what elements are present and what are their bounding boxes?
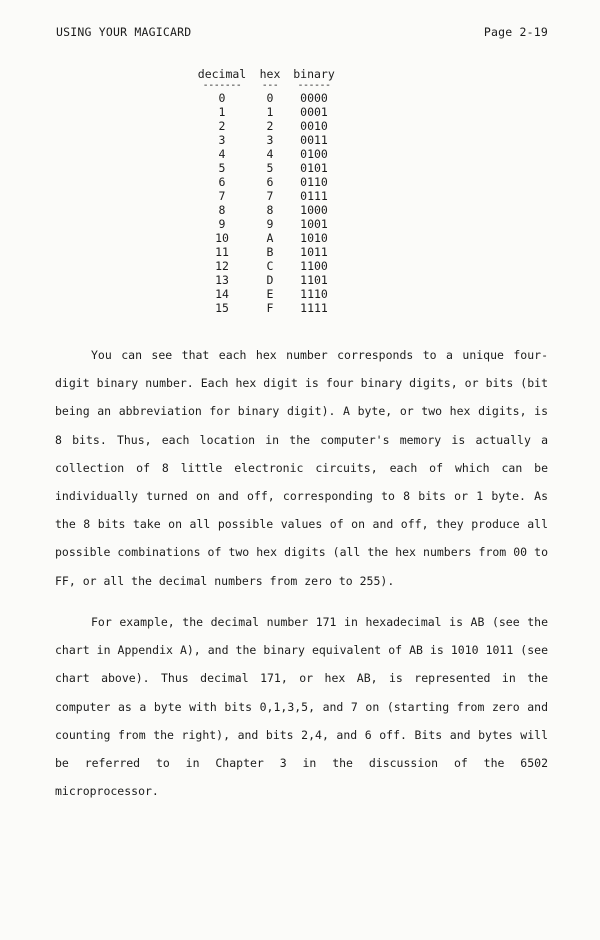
running-header-title: USING YOUR MAGICARD <box>56 25 192 39</box>
table-row <box>192 287 340 301</box>
paragraph-text: You can see that each hex number corresponds to a unique four-digit binary number. Each hex digit is four binary digits, or bits (bit being an abbreviation for binary digit). A byte, or two hex digits, is 8 bits. Thus, each location in the computer's memory is actually a collection of 8 little electronic circuits, each of which can be individually turned on and off, corresponding to 8 bits or 1 byte. As the 8 bits take on all possible values of on and off, they produce all possible combinations of two hex digits (all the hex numbers from 00 to FF, or all the decimal numbers from zero to 255). <box>55 348 548 588</box>
cell-binary: 1110 <box>300 287 328 301</box>
cell-binary: 1100 <box>300 259 328 273</box>
cell-hex: 0 <box>266 91 274 105</box>
table-row <box>192 175 340 189</box>
cell-hex: 8 <box>266 203 274 217</box>
cell-binary: 0001 <box>300 105 328 119</box>
cell-hex: 3 <box>266 133 274 147</box>
cell-hex: 5 <box>266 161 274 175</box>
cell-hex: A <box>266 231 274 245</box>
cell-decimal: 0 <box>218 91 226 105</box>
cell-binary: 0110 <box>300 175 328 189</box>
cell-decimal: 13 <box>215 273 229 287</box>
table-row <box>192 119 340 133</box>
column-header-hex: hex <box>259 67 281 81</box>
decimal-hex-binary-table <box>192 67 340 315</box>
cell-binary: 0010 <box>300 119 328 133</box>
table-row <box>192 105 340 119</box>
table-row <box>192 231 340 245</box>
separator-decimal: ------- <box>202 80 242 91</box>
cell-hex: C <box>266 259 274 273</box>
cell-binary: 1001 <box>300 217 328 231</box>
separator-hex: --- <box>261 80 279 91</box>
cell-binary: 1010 <box>300 231 328 245</box>
cell-binary: 0100 <box>300 147 328 161</box>
cell-hex: B <box>266 245 274 259</box>
cell-hex: 1 <box>266 105 274 119</box>
cell-decimal: 1 <box>218 105 226 119</box>
table-row <box>192 259 340 273</box>
cell-decimal: 7 <box>218 189 226 203</box>
cell-decimal: 6 <box>218 175 226 189</box>
cell-decimal: 14 <box>215 287 229 301</box>
cell-binary: 1000 <box>300 203 328 217</box>
column-header-decimal: decimal <box>197 67 247 81</box>
cell-hex: 2 <box>266 119 274 133</box>
cell-decimal: 12 <box>215 259 229 273</box>
page-number: Page 2-19 <box>483 25 548 39</box>
paragraph-example-171 <box>55 608 548 805</box>
table-row <box>192 245 340 259</box>
cell-hex: 6 <box>266 175 274 189</box>
paragraph-text: For example, the decimal number 171 in hexadecimal is AB (see the chart in Appendix A), and the binary equivalent of AB is 1010 1011 (see chart above). Thus decimal 171, or hex AB, is represented in the computer as a byte with bits 0,1,3,5, and 7 on (starting from zero and counting from the right), and bits 2,4, and 6 off. Bits and bytes will be referred to in Chapter 3 in the discussion of the 6502 microprocessor. <box>55 615 548 799</box>
cell-decimal: 4 <box>218 147 226 161</box>
table-row <box>192 147 340 161</box>
cell-binary: 1011 <box>300 245 328 259</box>
table-row <box>192 203 340 217</box>
cell-hex: 4 <box>266 147 274 161</box>
cell-hex: 7 <box>266 189 274 203</box>
paragraph-hex-binary-explanation <box>55 341 548 595</box>
cell-binary: 0011 <box>300 133 328 147</box>
cell-hex: F <box>266 301 274 315</box>
table-row <box>192 91 340 105</box>
cell-decimal: 8 <box>218 203 226 217</box>
cell-binary: 1101 <box>300 273 328 287</box>
cell-decimal: 3 <box>218 133 226 147</box>
table-row <box>192 189 340 203</box>
column-header-binary: binary <box>293 67 335 81</box>
table-row <box>192 161 340 175</box>
cell-decimal: 5 <box>218 161 226 175</box>
table-row <box>192 273 340 287</box>
cell-binary: 0101 <box>300 161 328 175</box>
cell-binary: 0000 <box>300 91 328 105</box>
cell-binary: 0111 <box>300 189 328 203</box>
cell-decimal: 11 <box>215 245 229 259</box>
cell-hex: E <box>266 287 274 301</box>
cell-binary: 1111 <box>300 301 328 315</box>
table-row <box>192 217 340 231</box>
cell-hex: D <box>266 273 274 287</box>
cell-hex: 9 <box>266 217 274 231</box>
table-row <box>192 133 340 147</box>
separator-binary: ------ <box>297 80 331 91</box>
cell-decimal: 10 <box>215 231 229 245</box>
cell-decimal: 9 <box>218 217 226 231</box>
cell-decimal: 2 <box>218 119 226 133</box>
cell-decimal: 15 <box>215 301 229 315</box>
table-row <box>192 301 340 315</box>
